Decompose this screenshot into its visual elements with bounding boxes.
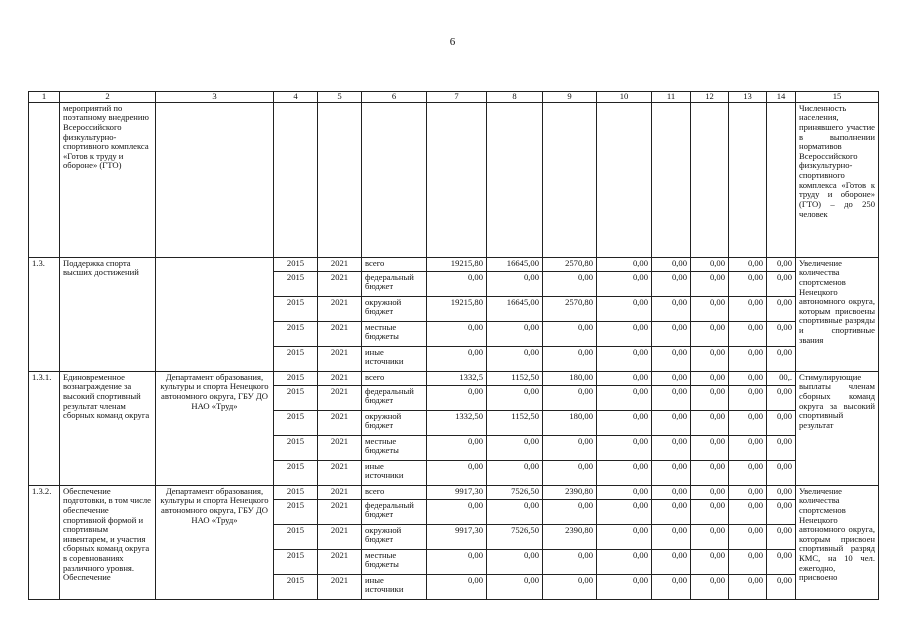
header-row bbox=[29, 92, 879, 103]
empty-cell bbox=[487, 102, 543, 257]
continuation-result: Численность населения, принявшего участие в выполнении нормативов Всероссийского физкультурно-спортивного комплекса «Готов к труду и обороне» (ГТО) – до 250 человек bbox=[796, 102, 879, 257]
funding-source-cell: иные источники bbox=[362, 574, 427, 599]
amount-cell: 0,00 bbox=[767, 296, 796, 321]
column-number-header: 2 bbox=[60, 92, 156, 103]
amount-cell: 0,00 bbox=[543, 574, 597, 599]
amount-cell: 0,00 bbox=[652, 499, 691, 524]
section-result: Стимулирующие выплаты членам сборных команд округа за высокий спортивный результат bbox=[796, 371, 879, 485]
amount-cell: 0,00 bbox=[691, 371, 729, 385]
amount-cell: 0,00 bbox=[729, 271, 767, 296]
start-year-cell: 2015 bbox=[274, 549, 318, 574]
end-year-cell: 2021 bbox=[318, 385, 362, 410]
funding-source-cell: окружной бюджет bbox=[362, 296, 427, 321]
funding-source-cell: всего bbox=[362, 485, 427, 499]
amount-cell: 0,00 bbox=[597, 574, 652, 599]
end-year-cell: 2021 bbox=[318, 346, 362, 371]
amount-cell: 0,00 bbox=[652, 271, 691, 296]
amount-cell: 00,. bbox=[767, 371, 796, 385]
amount-cell: 0,00 bbox=[652, 346, 691, 371]
amount-cell: 0,00 bbox=[729, 499, 767, 524]
column-number-header: 9 bbox=[543, 92, 597, 103]
end-year-cell: 2021 bbox=[318, 549, 362, 574]
amount-cell: 0,00 bbox=[691, 346, 729, 371]
amount-cell: 0,00 bbox=[487, 346, 543, 371]
amount-cell: 0,00 bbox=[729, 257, 767, 271]
funding-source-cell: иные источники bbox=[362, 346, 427, 371]
funding-source-cell: федеральный бюджет bbox=[362, 271, 427, 296]
funding-source-cell: местные бюджеты bbox=[362, 549, 427, 574]
amount-cell: 0,00 bbox=[691, 485, 729, 499]
amount-total-cell: 0,00 bbox=[427, 574, 487, 599]
amount-cell: 180,00 bbox=[543, 410, 597, 435]
section-number: 1.3.2. bbox=[29, 485, 60, 599]
continuation-row bbox=[29, 102, 879, 257]
empty-cell bbox=[652, 102, 691, 257]
start-year-cell: 2015 bbox=[274, 346, 318, 371]
amount-cell: 180,00 bbox=[543, 371, 597, 385]
amount-total-cell: 19215,80 bbox=[427, 296, 487, 321]
amount-cell: 0,00 bbox=[767, 549, 796, 574]
amount-cell: 2570,80 bbox=[543, 257, 597, 271]
section-number: 1.3.1. bbox=[29, 371, 60, 485]
column-number-header: 7 bbox=[427, 92, 487, 103]
amount-total-cell: 0,00 bbox=[427, 271, 487, 296]
amount-cell: 0,00 bbox=[597, 485, 652, 499]
amount-cell: 0,00 bbox=[767, 524, 796, 549]
amount-cell: 0,00 bbox=[767, 346, 796, 371]
amount-cell: 0,00 bbox=[652, 296, 691, 321]
column-number-header: 13 bbox=[729, 92, 767, 103]
amount-cell: 2570,80 bbox=[543, 296, 597, 321]
amount-cell: 0,00 bbox=[597, 296, 652, 321]
start-year-cell: 2015 bbox=[274, 485, 318, 499]
funding-source-cell: федеральный бюджет bbox=[362, 385, 427, 410]
amount-cell: 0,00 bbox=[487, 385, 543, 410]
column-number-header: 5 bbox=[318, 92, 362, 103]
amount-cell: 0,00 bbox=[729, 549, 767, 574]
start-year-cell: 2015 bbox=[274, 410, 318, 435]
amount-total-cell: 19215,80 bbox=[427, 257, 487, 271]
amount-cell: 0,00 bbox=[767, 499, 796, 524]
amount-cell: 0,00 bbox=[487, 460, 543, 485]
amount-cell: 0,00 bbox=[691, 321, 729, 346]
amount-cell: 0,00 bbox=[767, 385, 796, 410]
continuation-name: мероприятий по поэтапному внедрению Всероссийского физкультурно-спортивного комплекса «Готов к труду и обороне» (ГТО) bbox=[60, 102, 156, 257]
amount-total-cell: 1332,5 bbox=[427, 371, 487, 385]
amount-cell: 0,00 bbox=[543, 435, 597, 460]
end-year-cell: 2021 bbox=[318, 257, 362, 271]
amount-cell: 7526,50 bbox=[487, 524, 543, 549]
column-number-header: 11 bbox=[652, 92, 691, 103]
end-year-cell: 2021 bbox=[318, 524, 362, 549]
amount-cell: 0,00 bbox=[652, 385, 691, 410]
amount-cell: 2390,80 bbox=[543, 524, 597, 549]
empty-cell bbox=[691, 102, 729, 257]
amount-total-cell: 9917,30 bbox=[427, 524, 487, 549]
column-number-header: 8 bbox=[487, 92, 543, 103]
amount-cell: 0,00 bbox=[597, 346, 652, 371]
column-number-header: 12 bbox=[691, 92, 729, 103]
amount-cell: 0,00 bbox=[652, 410, 691, 435]
amount-cell: 0,00 bbox=[487, 321, 543, 346]
column-number-header: 6 bbox=[362, 92, 427, 103]
amount-cell: 0,00 bbox=[487, 271, 543, 296]
amount-cell: 0,00 bbox=[691, 549, 729, 574]
funding-source-cell: всего bbox=[362, 257, 427, 271]
amount-cell: 0,00 bbox=[691, 524, 729, 549]
empty-cell bbox=[156, 102, 274, 257]
start-year-cell: 2015 bbox=[274, 296, 318, 321]
amount-total-cell: 0,00 bbox=[427, 460, 487, 485]
column-number-header: 14 bbox=[767, 92, 796, 103]
table-row bbox=[29, 257, 879, 271]
end-year-cell: 2021 bbox=[318, 371, 362, 385]
amount-cell: 0,00 bbox=[729, 574, 767, 599]
amount-cell: 0,00 bbox=[652, 485, 691, 499]
amount-cell: 7526,50 bbox=[487, 485, 543, 499]
empty-cell bbox=[597, 102, 652, 257]
amount-cell: 0,00 bbox=[597, 257, 652, 271]
column-number-header: 15 bbox=[796, 92, 879, 103]
amount-cell: 2390,80 bbox=[543, 485, 597, 499]
amount-cell: 1152,50 bbox=[487, 371, 543, 385]
amount-total-cell: 1332,50 bbox=[427, 410, 487, 435]
empty-cell bbox=[767, 102, 796, 257]
table-row bbox=[29, 485, 879, 499]
start-year-cell: 2015 bbox=[274, 271, 318, 296]
amount-cell: 0,00 bbox=[652, 460, 691, 485]
end-year-cell: 2021 bbox=[318, 410, 362, 435]
amount-cell: 0,00 bbox=[543, 271, 597, 296]
start-year-cell: 2015 bbox=[274, 385, 318, 410]
funding-source-cell: иные источники bbox=[362, 460, 427, 485]
column-number-header: 1 bbox=[29, 92, 60, 103]
amount-cell: 0,00 bbox=[767, 257, 796, 271]
empty-cell bbox=[362, 102, 427, 257]
section-name: Поддержка спорта высших достижений bbox=[60, 257, 156, 371]
amount-cell: 0,00 bbox=[597, 271, 652, 296]
amount-cell: 0,00 bbox=[691, 257, 729, 271]
amount-total-cell: 0,00 bbox=[427, 385, 487, 410]
section-executor: Департамент образования, культуры и спорта Ненецкого автономного округа, ГБУ ДО НАО «Труд» bbox=[156, 371, 274, 485]
amount-cell: 0,00 bbox=[691, 271, 729, 296]
amount-cell: 0,00 bbox=[767, 435, 796, 460]
column-number-header: 3 bbox=[156, 92, 274, 103]
amount-cell: 0,00 bbox=[543, 549, 597, 574]
amount-cell: 16645,00 bbox=[487, 296, 543, 321]
amount-cell: 0,00 bbox=[767, 574, 796, 599]
amount-cell: 0,00 bbox=[487, 574, 543, 599]
amount-cell: 0,00 bbox=[597, 410, 652, 435]
amount-cell: 1152,50 bbox=[487, 410, 543, 435]
column-number-header: 4 bbox=[274, 92, 318, 103]
amount-total-cell: 0,00 bbox=[427, 346, 487, 371]
amount-total-cell: 0,00 bbox=[427, 499, 487, 524]
amount-cell: 0,00 bbox=[652, 524, 691, 549]
start-year-cell: 2015 bbox=[274, 435, 318, 460]
amount-cell: 0,00 bbox=[729, 485, 767, 499]
empty-cell bbox=[274, 102, 318, 257]
start-year-cell: 2015 bbox=[274, 524, 318, 549]
funding-source-cell: местные бюджеты bbox=[362, 435, 427, 460]
funding-source-cell: окружной бюджет bbox=[362, 410, 427, 435]
program-table bbox=[28, 91, 879, 600]
amount-cell: 0,00 bbox=[543, 321, 597, 346]
amount-cell: 0,00 bbox=[543, 499, 597, 524]
end-year-cell: 2021 bbox=[318, 485, 362, 499]
start-year-cell: 2015 bbox=[274, 371, 318, 385]
amount-cell: 0,00 bbox=[729, 435, 767, 460]
amount-total-cell: 0,00 bbox=[427, 435, 487, 460]
amount-cell: 0,00 bbox=[597, 499, 652, 524]
amount-cell: 0,00 bbox=[652, 435, 691, 460]
amount-cell: 0,00 bbox=[691, 296, 729, 321]
amount-cell: 0,00 bbox=[729, 410, 767, 435]
amount-cell: 0,00 bbox=[652, 549, 691, 574]
page-number: 6 bbox=[449, 36, 456, 48]
section-result: Увеличение количества спортсменов Ненецкого автономного округа, которым присвоен спортивный разряд КМС, на 10 чел. ежегодно, присвоено bbox=[796, 485, 879, 599]
amount-total-cell: 0,00 bbox=[427, 549, 487, 574]
funding-source-cell: федеральный бюджет bbox=[362, 499, 427, 524]
amount-total-cell: 9917,30 bbox=[427, 485, 487, 499]
amount-cell: 0,00 bbox=[597, 435, 652, 460]
amount-cell: 0,00 bbox=[543, 346, 597, 371]
amount-cell: 0,00 bbox=[597, 524, 652, 549]
amount-cell: 0,00 bbox=[729, 346, 767, 371]
empty-cell bbox=[543, 102, 597, 257]
amount-cell: 0,00 bbox=[691, 385, 729, 410]
amount-cell: 0,00 bbox=[597, 385, 652, 410]
amount-cell: 0,00 bbox=[652, 574, 691, 599]
amount-cell: 16645,00 bbox=[487, 257, 543, 271]
start-year-cell: 2015 bbox=[274, 257, 318, 271]
empty-cell bbox=[318, 102, 362, 257]
amount-cell: 0,00 bbox=[729, 321, 767, 346]
amount-cell: 0,00 bbox=[729, 371, 767, 385]
amount-cell: 0,00 bbox=[652, 371, 691, 385]
amount-cell: 0,00 bbox=[729, 460, 767, 485]
column-number-header: 10 bbox=[597, 92, 652, 103]
amount-cell: 0,00 bbox=[691, 410, 729, 435]
empty-cell bbox=[729, 102, 767, 257]
table-row bbox=[29, 371, 879, 385]
end-year-cell: 2021 bbox=[318, 574, 362, 599]
amount-cell: 0,00 bbox=[487, 549, 543, 574]
end-year-cell: 2021 bbox=[318, 271, 362, 296]
funding-source-cell: местные бюджеты bbox=[362, 321, 427, 346]
start-year-cell: 2015 bbox=[274, 321, 318, 346]
funding-source-cell: окружной бюджет bbox=[362, 524, 427, 549]
amount-cell: 0,00 bbox=[767, 271, 796, 296]
amount-cell: 0,00 bbox=[767, 485, 796, 499]
amount-cell: 0,00 bbox=[597, 549, 652, 574]
amount-cell: 0,00 bbox=[691, 435, 729, 460]
amount-cell: 0,00 bbox=[652, 257, 691, 271]
amount-cell: 0,00 bbox=[767, 410, 796, 435]
amount-cell: 0,00 bbox=[691, 499, 729, 524]
amount-cell: 0,00 bbox=[652, 321, 691, 346]
funding-source-cell: всего bbox=[362, 371, 427, 385]
section-name: Единовременное вознаграждение за высокий спортивный результат членам сборных команд округа bbox=[60, 371, 156, 485]
start-year-cell: 2015 bbox=[274, 574, 318, 599]
amount-cell: 0,00 bbox=[543, 385, 597, 410]
amount-cell: 0,00 bbox=[487, 499, 543, 524]
end-year-cell: 2021 bbox=[318, 296, 362, 321]
amount-cell: 0,00 bbox=[597, 460, 652, 485]
section-executor bbox=[156, 257, 274, 371]
section-number: 1.3. bbox=[29, 257, 60, 371]
amount-cell: 0,00 bbox=[691, 574, 729, 599]
continuation-number bbox=[29, 102, 60, 257]
amount-cell: 0,00 bbox=[729, 524, 767, 549]
end-year-cell: 2021 bbox=[318, 321, 362, 346]
section-result: Увеличение количества спортсменов Ненецкого автономного округа, которым присвоены спортивные разряды и спортивные звания bbox=[796, 257, 879, 371]
section-name: Обеспечение подготовки, в том числе обеспечение спортивной формой и спортивным инвентарем, и участия сборных команд округа в соревнованиях различного уровня. Обеспечение bbox=[60, 485, 156, 599]
amount-cell: 0,00 bbox=[597, 321, 652, 346]
end-year-cell: 2021 bbox=[318, 460, 362, 485]
empty-cell bbox=[427, 102, 487, 257]
amount-cell: 0,00 bbox=[487, 435, 543, 460]
end-year-cell: 2021 bbox=[318, 435, 362, 460]
amount-cell: 0,00 bbox=[729, 296, 767, 321]
amount-cell: 0,00 bbox=[597, 371, 652, 385]
amount-cell: 0,00 bbox=[729, 385, 767, 410]
start-year-cell: 2015 bbox=[274, 499, 318, 524]
end-year-cell: 2021 bbox=[318, 499, 362, 524]
section-executor: Департамент образования, культуры и спорта Ненецкого автономного округа, ГБУ ДО НАО «Труд» bbox=[156, 485, 274, 599]
start-year-cell: 2015 bbox=[274, 460, 318, 485]
amount-cell: 0,00 bbox=[767, 460, 796, 485]
amount-cell: 0,00 bbox=[767, 321, 796, 346]
amount-cell: 0,00 bbox=[543, 460, 597, 485]
amount-total-cell: 0,00 bbox=[427, 321, 487, 346]
amount-cell: 0,00 bbox=[691, 460, 729, 485]
